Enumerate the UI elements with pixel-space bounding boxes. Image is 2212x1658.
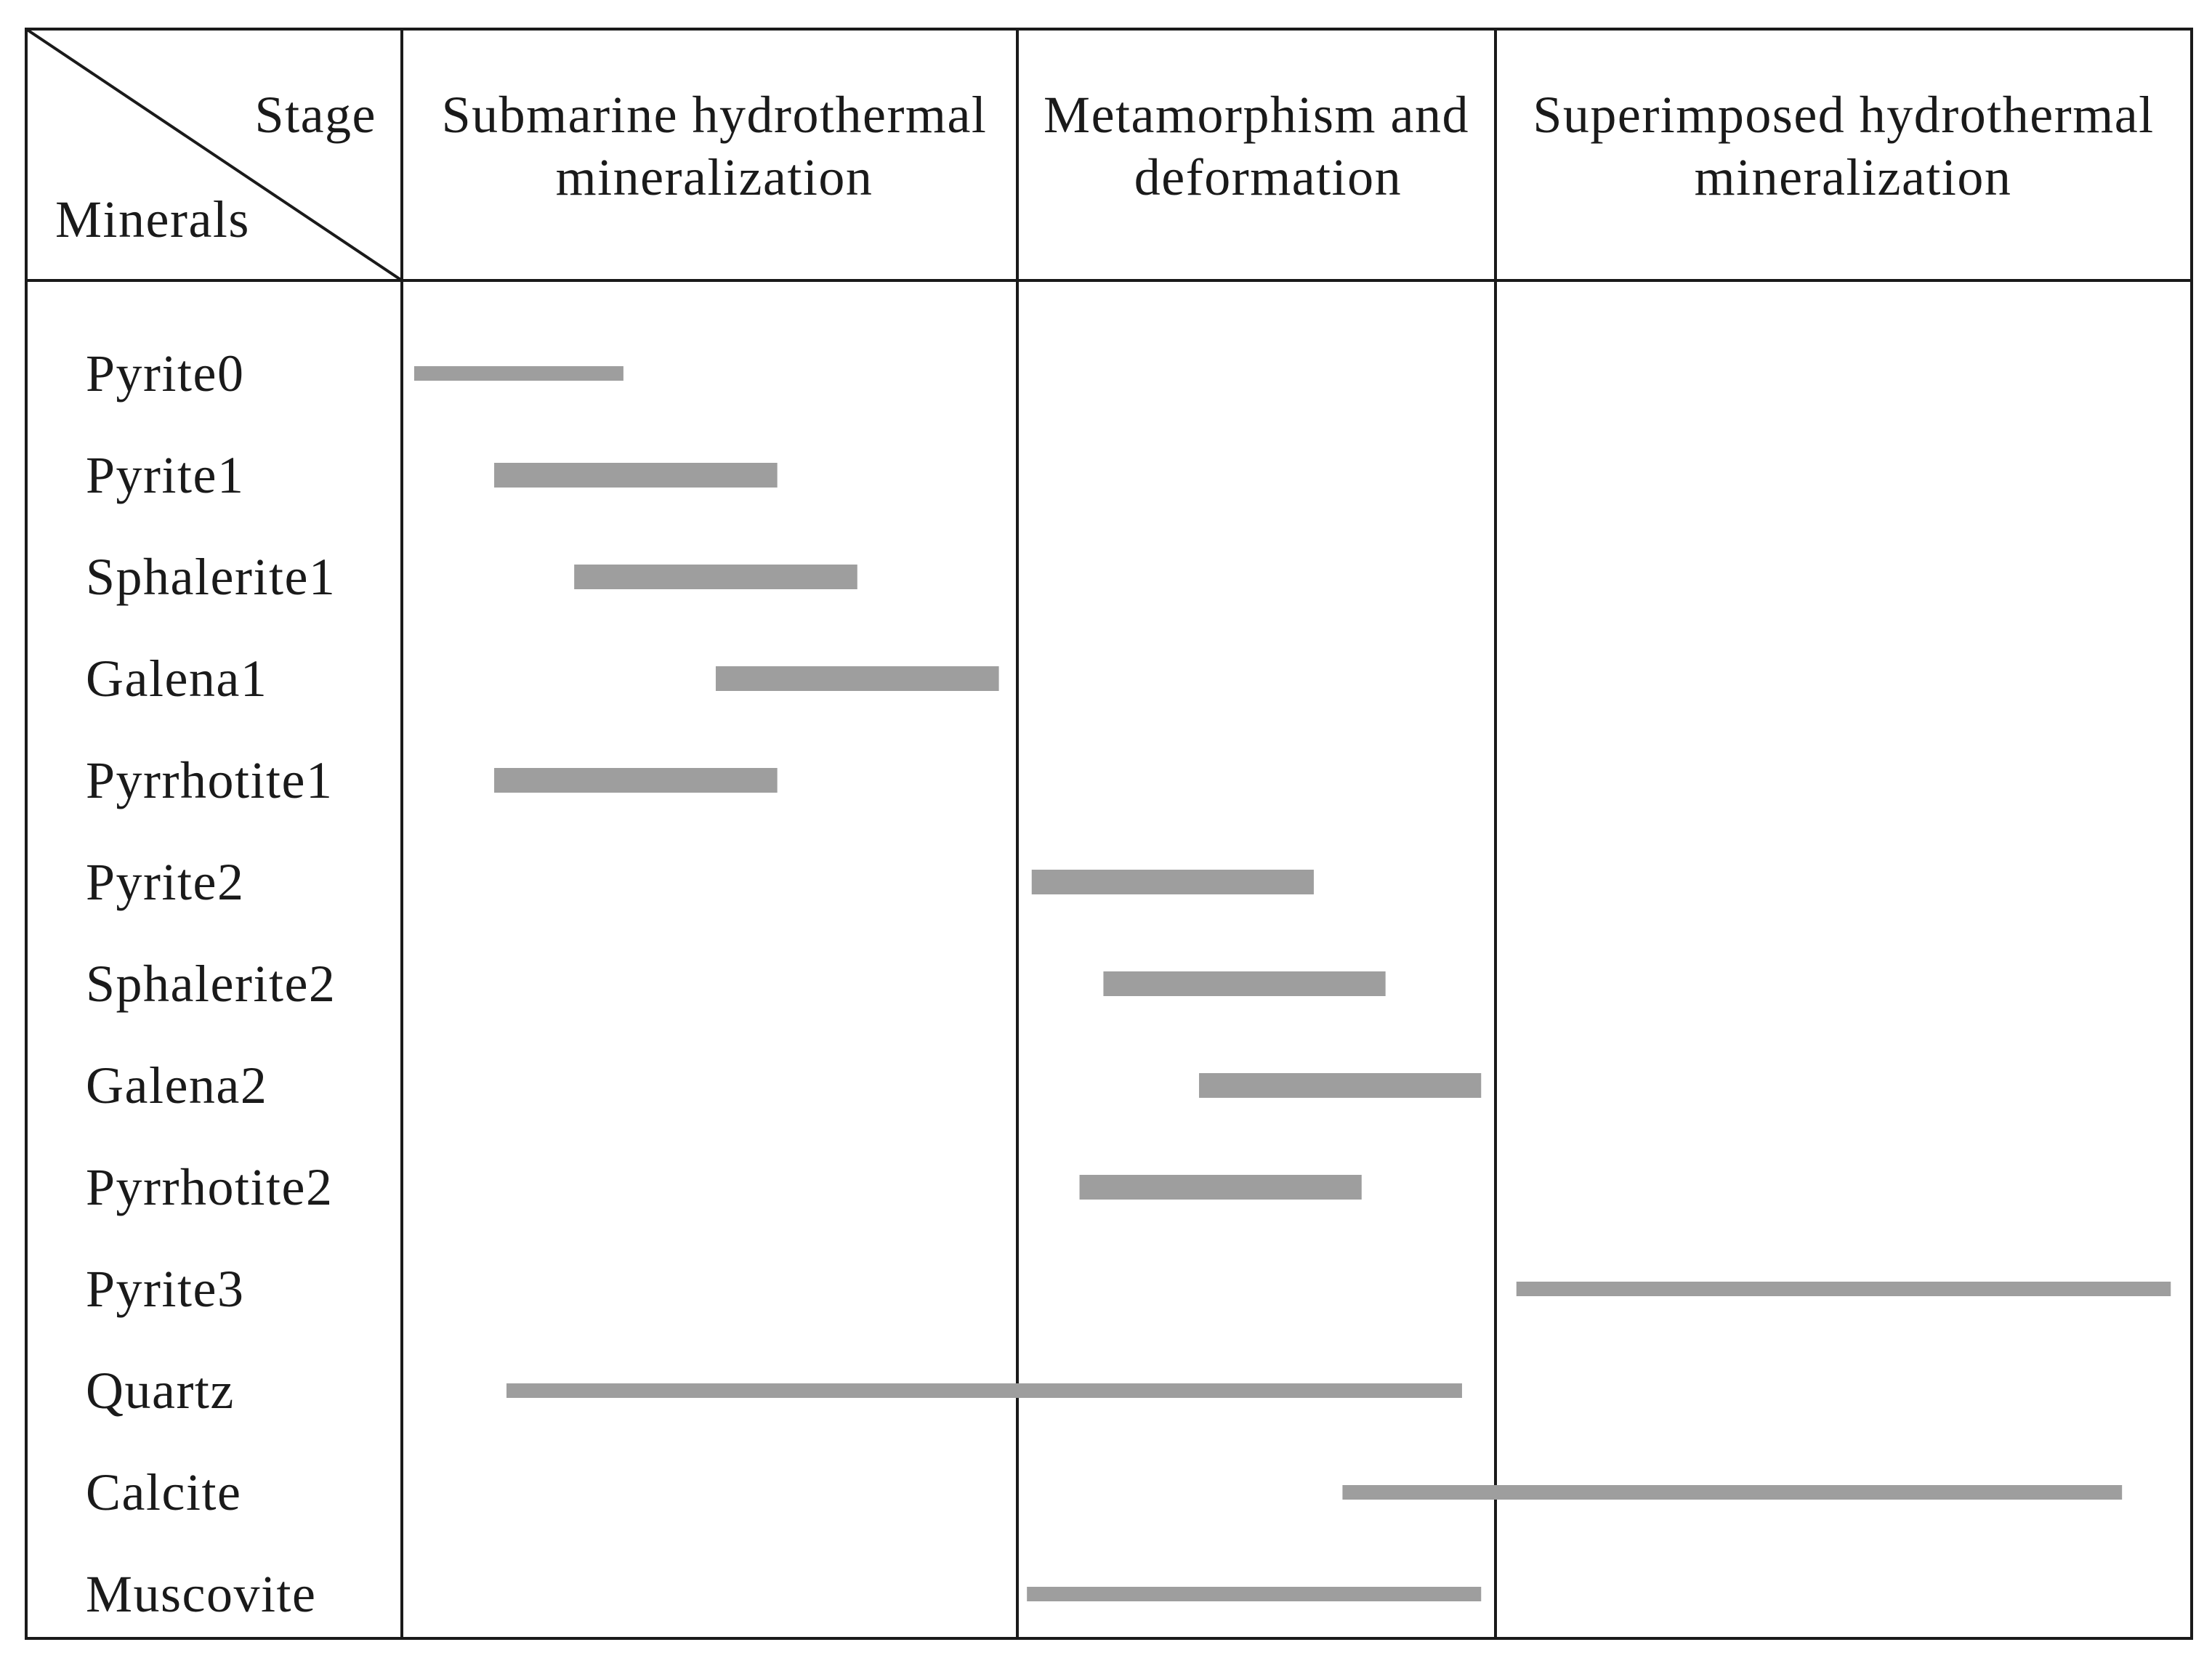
duration-bar-pyrrhotite2 bbox=[1080, 1175, 1362, 1200]
duration-bar-pyrite1 bbox=[494, 463, 778, 488]
mineral-label-pyrite2: Pyrite2 bbox=[86, 853, 245, 911]
stage-header-1-line-2: mineralization bbox=[555, 148, 873, 206]
mineral-label-galena1: Galena1 bbox=[86, 650, 268, 708]
mineral-label-pyrrhotite1: Pyrrhotite1 bbox=[86, 751, 334, 809]
stage-header-3-line-1: Superimposed hydrothermal bbox=[1533, 86, 2155, 144]
duration-bar-pyrite0 bbox=[414, 366, 623, 381]
duration-bar-calcite bbox=[1342, 1485, 2122, 1500]
duration-bar-quartz bbox=[506, 1383, 1462, 1398]
mineral-label-calcite: Calcite bbox=[86, 1463, 242, 1521]
mineral-labels bbox=[86, 344, 336, 1623]
stage-headers bbox=[442, 86, 2155, 206]
mineral-label-galena2: Galena2 bbox=[86, 1056, 268, 1115]
stage-header-2-line-2: deformation bbox=[1134, 148, 1402, 206]
mineral-label-muscovite: Muscovite bbox=[86, 1565, 317, 1623]
mineral-label-pyrite3: Pyrite3 bbox=[86, 1260, 245, 1318]
mineral-label-sphalerite1: Sphalerite1 bbox=[86, 548, 336, 606]
mineral-label-sphalerite2: Sphalerite2 bbox=[86, 955, 336, 1013]
minerals-label: Minerals bbox=[55, 190, 250, 248]
duration-bar-pyrite3 bbox=[1517, 1282, 2171, 1296]
stage-label: Stage bbox=[254, 86, 376, 144]
mineral-label-pyrite1: Pyrite1 bbox=[86, 446, 245, 504]
mineral-label-pyrite0: Pyrite0 bbox=[86, 344, 245, 403]
duration-bar-sphalerite2 bbox=[1103, 971, 1385, 996]
corner-header bbox=[55, 86, 376, 248]
mineral-label-quartz: Quartz bbox=[86, 1362, 235, 1420]
duration-bar-galena2 bbox=[1199, 1073, 1481, 1098]
mineral-label-pyrrhotite2: Pyrrhotite2 bbox=[86, 1158, 334, 1216]
duration-bar-sphalerite1 bbox=[574, 565, 857, 589]
stage-header-1-line-1: Submarine hydrothermal bbox=[441, 86, 988, 144]
duration-bar-pyrite2 bbox=[1032, 870, 1314, 894]
duration-bar-galena1 bbox=[716, 666, 999, 691]
duration-bar-muscovite bbox=[1027, 1587, 1481, 1601]
mineral-bars bbox=[414, 366, 2171, 1601]
stage-header-2-line-1: Metamorphism and bbox=[1044, 86, 1469, 144]
duration-bar-pyrrhotite1 bbox=[494, 768, 778, 793]
stage-header-3-line-2: mineralization bbox=[1694, 148, 2012, 206]
